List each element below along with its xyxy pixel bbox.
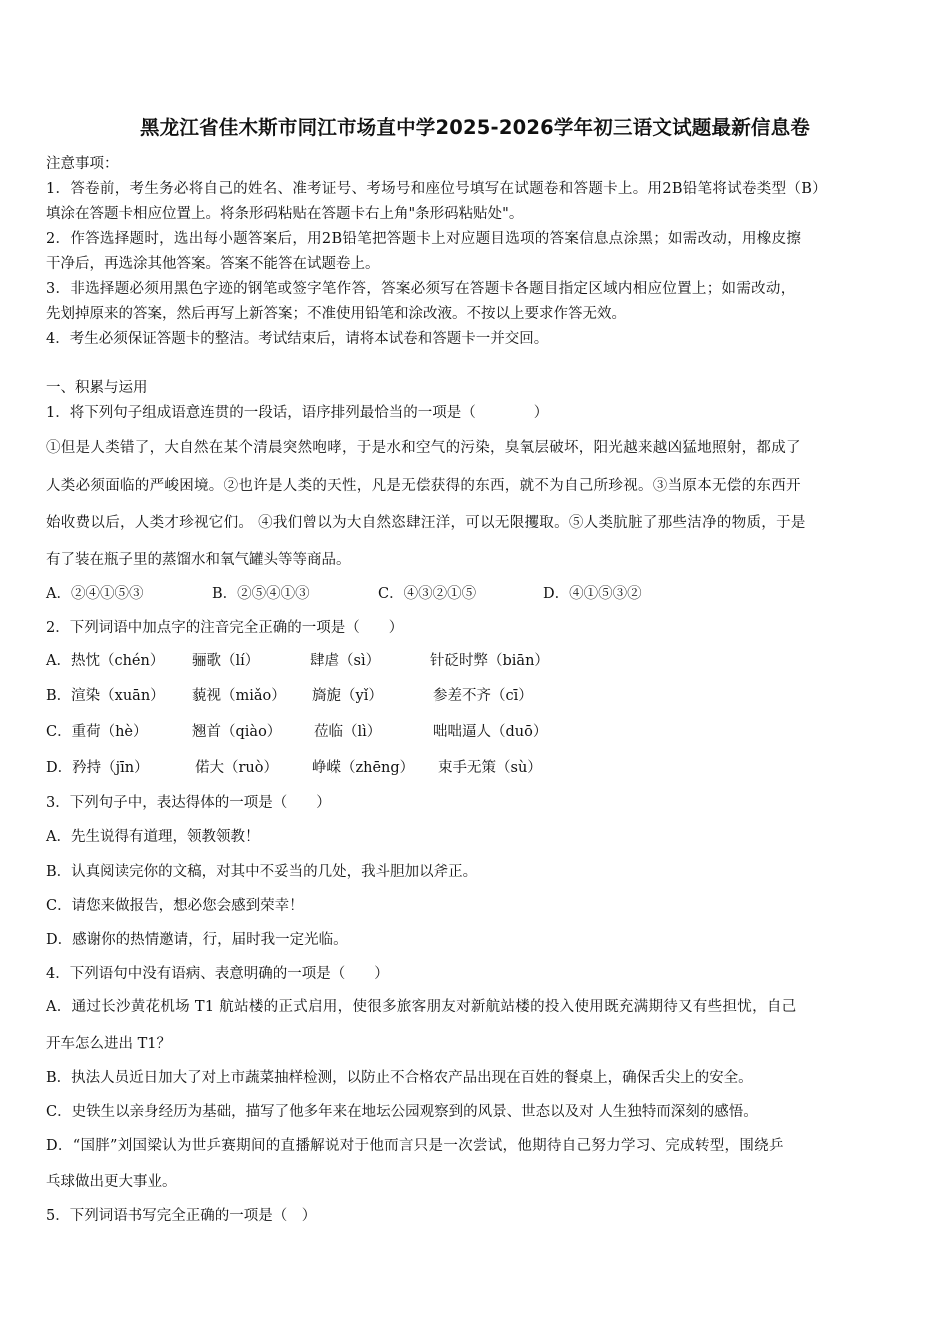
question-1-option-a: A．②④①⑤③ bbox=[46, 586, 144, 602]
notice-line: 先划掉原来的答案，然后再写上新答案；不准使用铅笔和涂改液。不按以上要求作答无效。 bbox=[46, 306, 626, 322]
question-2-word: 参差不齐（cī） bbox=[433, 688, 533, 704]
question-2-word: 峥嵘（zhēng） bbox=[312, 760, 415, 776]
question-4-option-d: D．“国胖”刘国梁认为世乒赛期间的直播解说对于他而言只是一次尝试，他期待自己努力学习、完成转型，围绕乒 bbox=[46, 1138, 784, 1154]
section-heading: 一、积累与运用 bbox=[46, 380, 148, 396]
question-3-option-c: C．请您来做报告，想必您会感到荣幸！ bbox=[46, 898, 304, 914]
question-1-stem: 1．将下列句子组成语意连贯的一段话，语序排列最恰当的一项是（ ） bbox=[46, 405, 549, 421]
question-4-option-a: A．通过长沙黄花机场 T1 航站楼的正式启用，使很多旅客朋友对新航站楼的投入使用既充满期待又有些担忧，自己 bbox=[46, 999, 797, 1015]
notice-line: 3．非选择题必须用黑色字迹的钢笔或签字笔作答，答案必须写在答题卡各题目指定区域内相应位置上；如需改动， bbox=[46, 281, 796, 297]
question-2-word: 骊歌（lí） bbox=[192, 653, 260, 669]
question-1-passage: 始收费以后，人类才珍视它们。 ④我们曾以为大自然恣肆汪洋，可以无限攫取。⑤人类肮脏了那些洁净的物质，于是 bbox=[46, 515, 806, 531]
question-4-option-a-cont: 开车怎么进出 T1？ bbox=[46, 1036, 172, 1052]
question-2-word: 束手无策（sù） bbox=[438, 760, 542, 776]
question-3-stem: 3．下列句子中，表达得体的一项是（ ） bbox=[46, 795, 331, 811]
question-2-option-a: A．热忱（chén） bbox=[46, 653, 165, 669]
question-2-word: 旖旎（yǐ） bbox=[312, 688, 383, 704]
question-1-passage: ①但是人类错了，大自然在某个清晨突然咆哮，于是水和空气的污染，臭氧层破坏，阳光越来越凶猛地照射，都成了 bbox=[46, 440, 801, 456]
question-3-option-a: A．先生说得有道理，领教领教！ bbox=[46, 829, 260, 845]
question-2-option-d: D．矜持（jīn） bbox=[46, 760, 149, 776]
question-4-option-d-cont: 乓球做出更大事业。 bbox=[46, 1174, 177, 1190]
question-4-stem: 4．下列语句中没有语病、表意明确的一项是（ ） bbox=[46, 966, 389, 982]
notice-line: 1．答卷前，考生务必将自己的姓名、准考证号、考场号和座位号填写在试题卷和答题卡上。用2B铅笔将试卷类型（B） bbox=[46, 181, 827, 197]
question-2-word: 藐视（miǎo） bbox=[192, 688, 286, 704]
question-4-option-b: B．执法人员近日加大了对上市蔬菜抽样检测，以防止不合格农产品出现在百姓的餐桌上，确保舌尖上的安全。 bbox=[46, 1070, 753, 1086]
question-1-passage: 人类必须面临的严峻困境。②也许是人类的天性，凡是无偿获得的东西，就不为自己所珍视。③当原本无偿的东西开 bbox=[46, 478, 801, 494]
question-1-option-d: D．④①⑤③② bbox=[543, 586, 642, 602]
question-2-word: 翘首（qiào） bbox=[192, 724, 282, 740]
question-1-passage: 有了装在瓶子里的蒸馏水和氧气罐头等等商品。 bbox=[46, 552, 351, 568]
question-2-word: 针砭时弊（biān） bbox=[430, 653, 549, 669]
question-2-word: 偌大（ruò） bbox=[195, 760, 278, 776]
notice-line: 4．考生必须保证答题卡的整洁。考试结束后，请将本试卷和答题卡一并交回。 bbox=[46, 331, 549, 347]
question-4-option-c: C．史铁生以亲身经历为基础，描写了他多年来在地坛公园观察到的风景、世态以及对 人生独特而深刻的感悟。 bbox=[46, 1104, 758, 1120]
question-1-option-b: B．②⑤④①③ bbox=[212, 586, 310, 602]
notice-line: 2．作答选择题时，选出每小题答案后，用2B铅笔把答题卡上对应题目选项的答案信息点涂黑；如需改动，用橡皮擦 bbox=[46, 231, 802, 247]
question-2-word: 咄咄逼人（duō） bbox=[433, 724, 548, 740]
question-2-stem: 2．下列词语中加点字的注音完全正确的一项是（ ） bbox=[46, 620, 404, 636]
question-2-word: 莅临（lì） bbox=[314, 724, 382, 740]
notice-line: 干净后，再选涂其他答案。答案不能答在试题卷上。 bbox=[46, 256, 380, 272]
question-2-option-b: B．渲染（xuān） bbox=[46, 688, 165, 704]
question-1-option-c: C．④③②①⑤ bbox=[378, 586, 477, 602]
notice-heading: 注意事项： bbox=[46, 156, 119, 172]
notice-line: 填涂在答题卡相应位置上。将条形码粘贴在答题卡右上角"条形码粘贴处"。 bbox=[46, 206, 524, 222]
question-5-stem: 5．下列词语书写完全正确的一项是（ ） bbox=[46, 1208, 317, 1224]
question-3-option-d: D．感谢你的热情邀请，行，届时我一定光临。 bbox=[46, 932, 348, 948]
page-title: 黑龙江省佳木斯市同江市场直中学2025-2026学年初三语文试题最新信息卷 bbox=[139, 116, 811, 139]
question-2-word: 肆虐（sì） bbox=[310, 653, 381, 669]
question-2-option-c: C．重荷（hè） bbox=[46, 724, 148, 740]
question-3-option-b: B．认真阅读完你的文稿，对其中不妥当的几处，我斗胆加以斧正。 bbox=[46, 864, 478, 880]
